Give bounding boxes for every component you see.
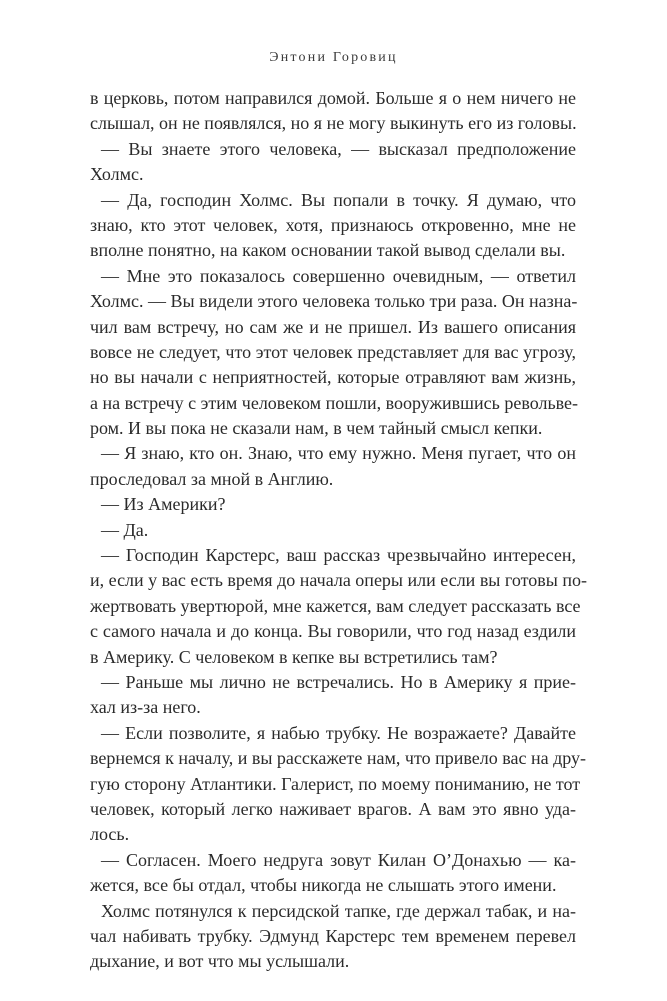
text-line: в церковь, потом направился домой. Больше я о нем ничего не <box>90 88 576 108</box>
text-line: проследовал за мной в Англию. <box>90 468 334 489</box>
text-line: вовсе не следует, что этот человек представляет для вас угрозу, <box>90 341 576 362</box>
body-text <box>90 86 587 975</box>
text-line: ром. И вы пока не сказали нам, в чем тайный смысл кепки. <box>90 418 543 439</box>
text-line: слышал, он не появлялся, но я не могу выкинуть его из головы. <box>90 113 577 134</box>
text-line: дыхание, и вот что мы услышали. <box>90 951 350 972</box>
text-line: жется, все бы отдал, чтобы никогда не слышать этого имени. <box>90 875 557 896</box>
text-line: — Согласен. Моего недруга зовут Килан О’Донахью — ка- <box>101 849 576 870</box>
text-line: и, если у вас есть время до начала оперы или если вы готовы по- <box>90 570 587 591</box>
text-line: гую сторону Атлантики. Галерист, по моему пониманию, не тот <box>90 773 581 794</box>
text-line: — Мне это показалось совершенно очевидным, — ответил <box>101 265 576 286</box>
text-line: — Да, господин Холмс. Вы попали в точку. Я думаю, что <box>101 189 576 210</box>
text-line: а на встречу с этим человеком пошли, вооружившись револьве- <box>90 392 579 413</box>
text-line: — Я знаю, кто он. Знаю, что ему нужно. Меня пугает, что он <box>101 443 576 464</box>
text-line: Холмс потянулся к персидской тапке, где держал табак, и на- <box>101 900 576 921</box>
text-line: — Вы знаете этого человека, — высказал предположение <box>101 138 576 159</box>
text-line: — Из Америки? <box>101 494 226 515</box>
text-line: чал набивать трубку. Эдмунд Карстерс тем временем перевел <box>90 925 576 946</box>
text-line: хал из-за него. <box>90 697 201 718</box>
text-line: чил вам встречу, но сам же и не пришел. Из вашего описания <box>90 316 576 337</box>
text-line: вполне понятно, на каком основании такой вывод сделали вы. <box>90 240 566 261</box>
text-line: но вы начали с неприятностей, которые отравляют вам жизнь, <box>90 367 576 388</box>
text-line: — Если позволите, я набью трубку. Не возражаете? Давайте <box>101 722 576 743</box>
text-line: Холмс. <box>90 164 144 185</box>
text-line: человек, который легко наживает врагов. А вам это явно уда- <box>90 798 576 819</box>
text-line: — Раньше мы лично не встречались. Но в Америку я прие- <box>101 671 576 692</box>
text-line: вернемся к началу, и вы расскажете нам, что привело вас на дру- <box>90 748 586 769</box>
text-line: знаю, кто этот человек, хотя, признаюсь откровенно, мне не <box>90 214 576 235</box>
text-line: — Господин Карстерс, ваш рассказ чрезвычайно интересен, <box>101 545 576 566</box>
text-line: в Америку. С человеком в кепке вы встретились там? <box>90 646 498 667</box>
text-line: Холмс. — Вы видели этого человека только три раза. Он назна- <box>90 291 578 312</box>
text-line: жертвовать увертюрой, мне кажется, вам следует рассказать все <box>90 595 581 616</box>
running-head-author: Энтони Горовиц <box>269 50 398 65</box>
text-line: — Да. <box>101 519 149 540</box>
text-line: лось. <box>90 824 130 845</box>
text-line: с самого начала и до конца. Вы говорили, что год назад ездили <box>90 621 576 642</box>
